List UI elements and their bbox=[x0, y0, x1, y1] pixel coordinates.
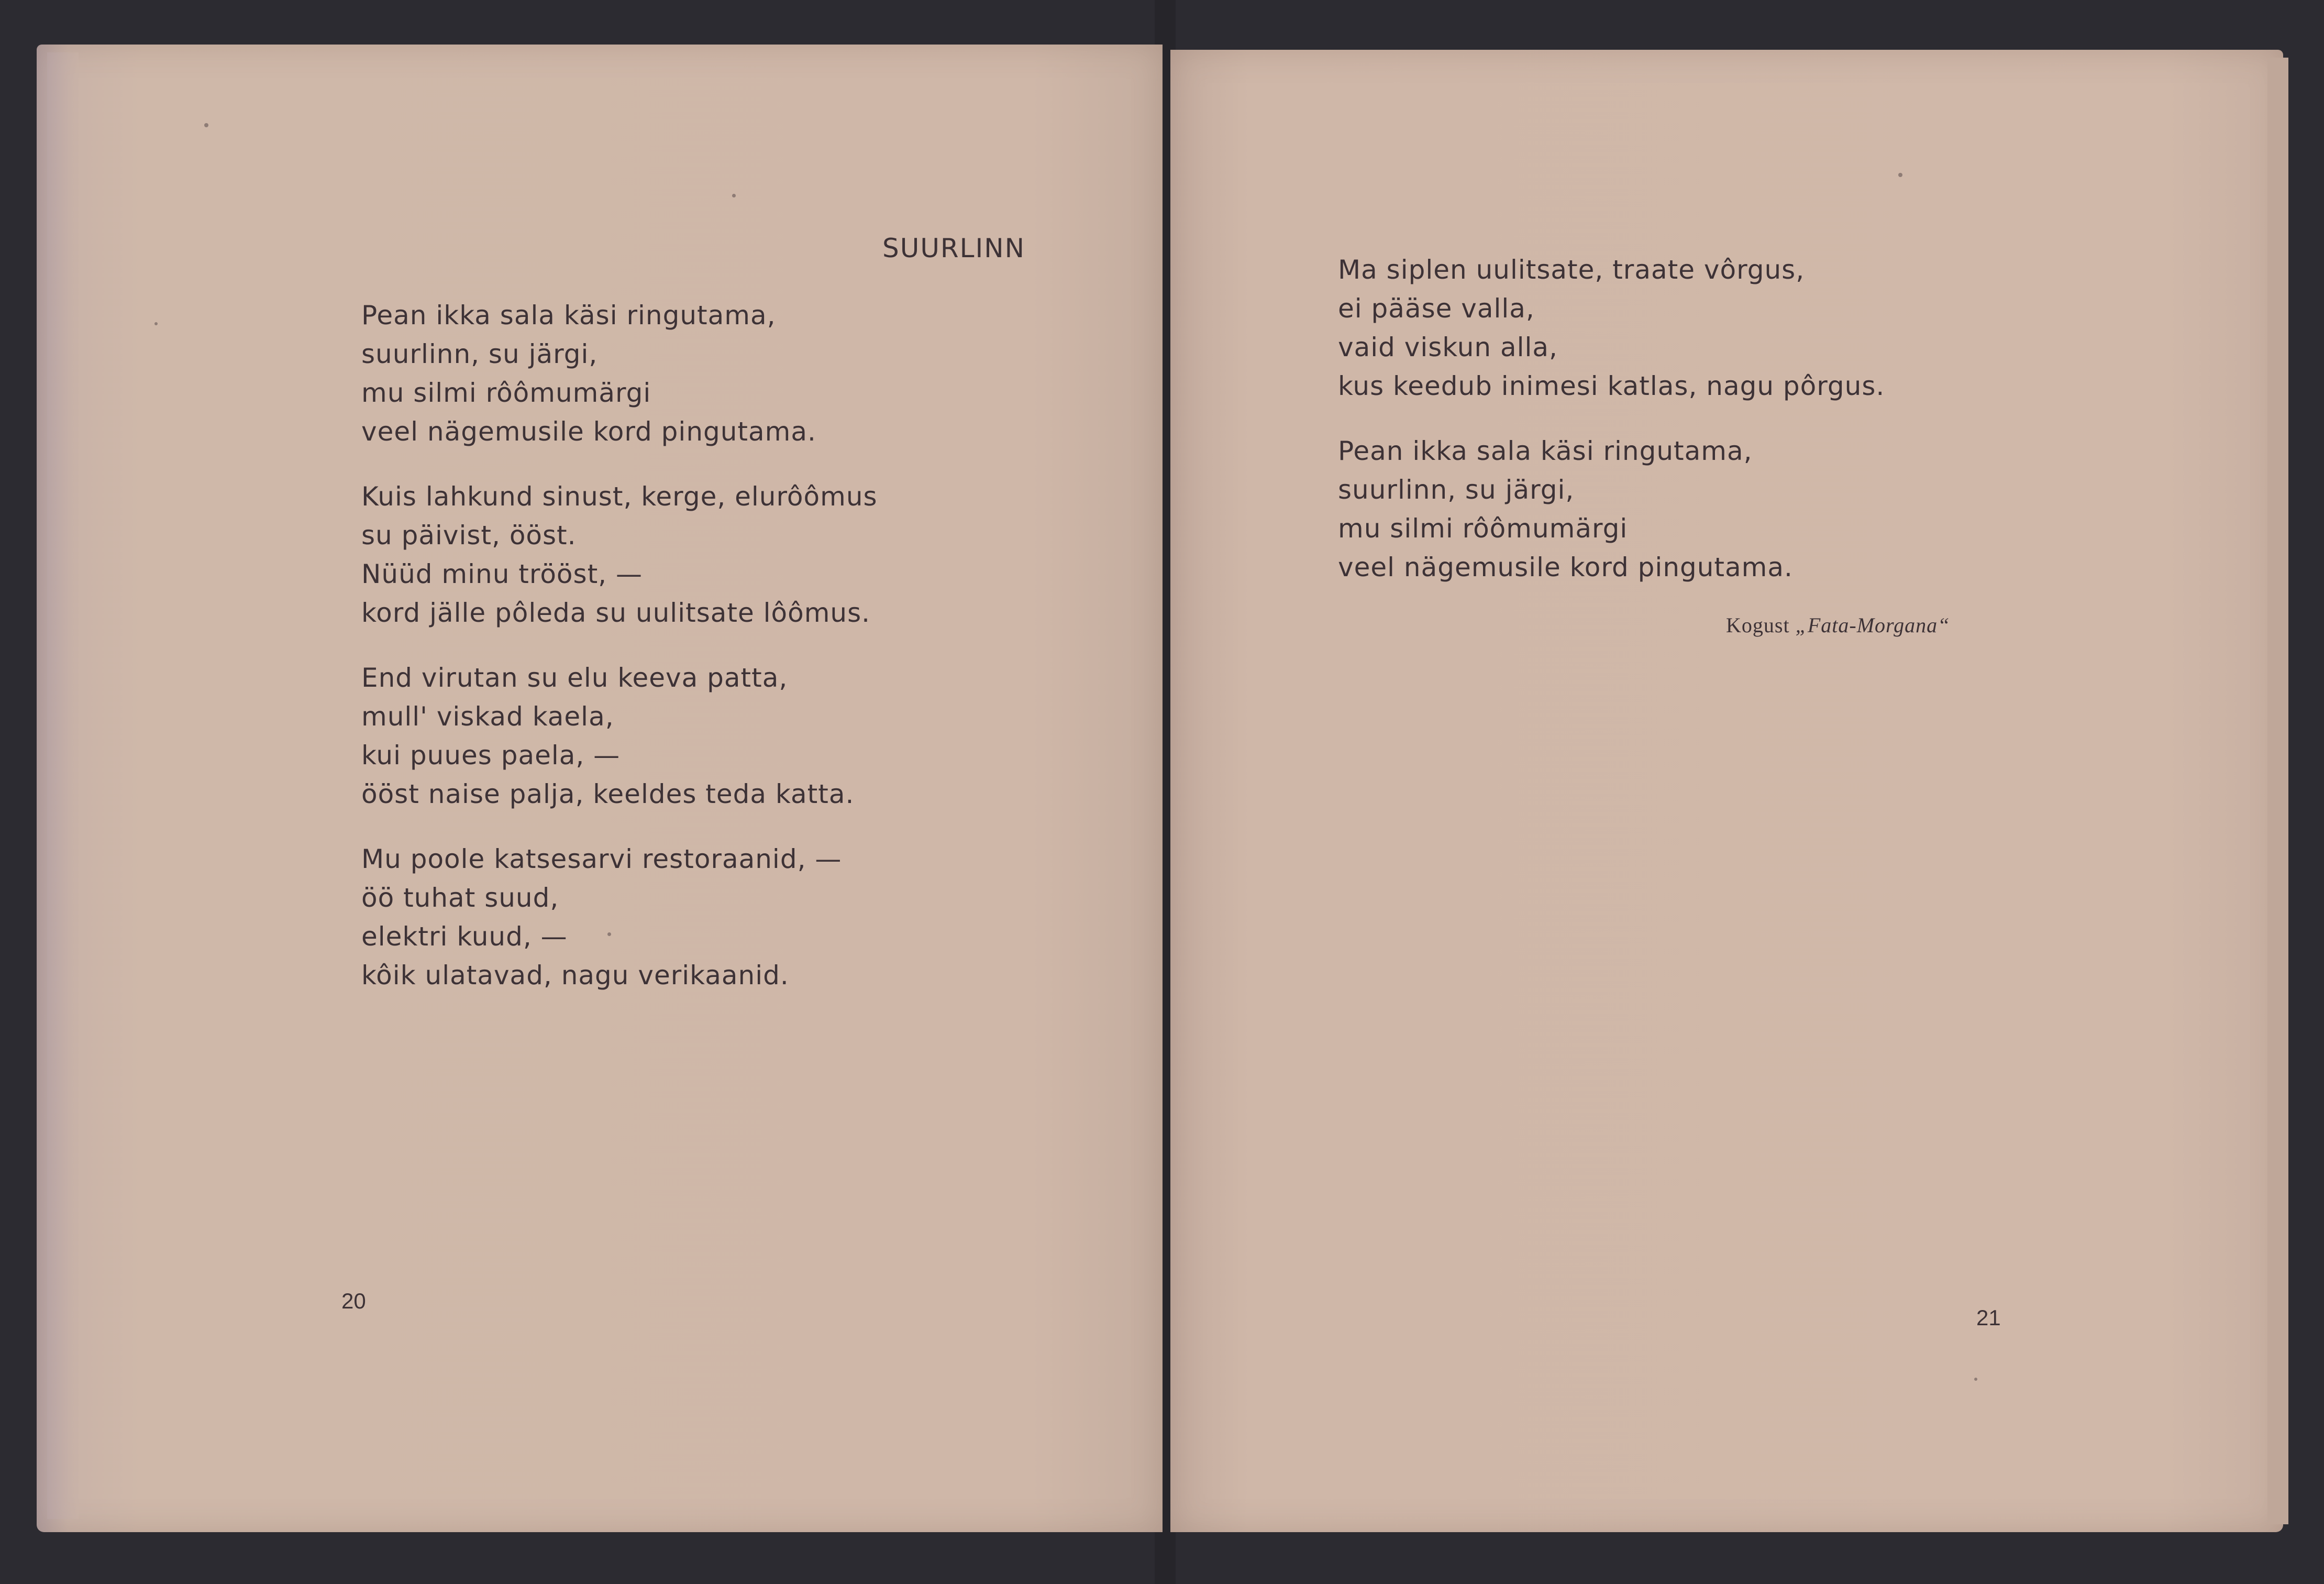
poem-line: Kuis lahkund sinust, kerge, elurôômus bbox=[361, 481, 878, 512]
poem-line: kus keedub inimesi katlas, nagu pôrgus. bbox=[1338, 371, 1885, 401]
stanza bbox=[361, 658, 878, 813]
poem-line: kui puues paela, — bbox=[361, 740, 621, 771]
left-page-edge bbox=[47, 52, 79, 1519]
poem-line: Pean ikka sala käsi ringutama, bbox=[1338, 436, 1753, 466]
source-title: „Fata-Morgana“ bbox=[1795, 613, 1950, 637]
poem-line: veel nägemusile kord pingutama. bbox=[1338, 552, 1793, 582]
poem-line: öö tuhat suud, bbox=[361, 883, 559, 913]
paper-speck bbox=[607, 932, 611, 936]
poem-line: su päivist, ööst. bbox=[361, 520, 577, 551]
poem-title: SUURLINN bbox=[882, 233, 1026, 263]
paper-speck bbox=[1974, 1378, 1977, 1381]
paper-speck bbox=[154, 322, 158, 325]
poem-line: Nüüd minu trööst, — bbox=[361, 559, 643, 589]
poem-line: ööst naise palja, keeldes teda katta. bbox=[361, 779, 855, 809]
paper-speck bbox=[1898, 173, 1902, 177]
stanza bbox=[1338, 250, 1885, 405]
poem-line: mull' viskad kaela, bbox=[361, 701, 614, 732]
poem-line: vaid viskun alla, bbox=[1338, 332, 1558, 362]
poem-line: mu silmi rôômumärgi bbox=[1338, 513, 1628, 544]
stanza bbox=[361, 477, 878, 632]
poem-line: Pean ikka sala käsi ringutama, bbox=[361, 300, 776, 331]
page-number-right: 21 bbox=[1976, 1305, 2001, 1330]
poem-line: ei pääse valla, bbox=[1338, 293, 1535, 324]
stanza bbox=[1338, 432, 1885, 587]
left-poem-body bbox=[361, 296, 878, 1021]
poem-line: Mu poole katsesarvi restoraanid, — bbox=[361, 844, 842, 874]
page-number-left: 20 bbox=[341, 1289, 366, 1313]
stanza bbox=[361, 840, 878, 995]
paper-speck bbox=[732, 194, 736, 197]
poem-line: suurlinn, su järgi, bbox=[1338, 475, 1575, 505]
poem-line: kord jälle pôleda su uulitsate lôômus. bbox=[361, 598, 871, 628]
right-poem-body bbox=[1338, 250, 1885, 613]
paper-speck bbox=[204, 123, 208, 127]
poem-line: Ma siplen uulitsate, traate vôrgus, bbox=[1338, 255, 1805, 285]
poem-line: kôik ulatavad, nagu verikaanid. bbox=[361, 960, 789, 991]
poem-line: mu silmi rôômumärgi bbox=[361, 378, 651, 408]
poem-line: End virutan su elu keeva patta, bbox=[361, 663, 788, 693]
stanza bbox=[361, 296, 878, 451]
poem-line: suurlinn, su järgi, bbox=[361, 339, 598, 369]
poem-line: veel nägemusile kord pingutama. bbox=[361, 416, 816, 447]
source-attribution bbox=[1726, 613, 1950, 637]
source-prefix: Kogust bbox=[1726, 613, 1796, 637]
poem-line: elektri kuud, — bbox=[361, 921, 568, 952]
right-page-edge bbox=[2267, 58, 2288, 1524]
